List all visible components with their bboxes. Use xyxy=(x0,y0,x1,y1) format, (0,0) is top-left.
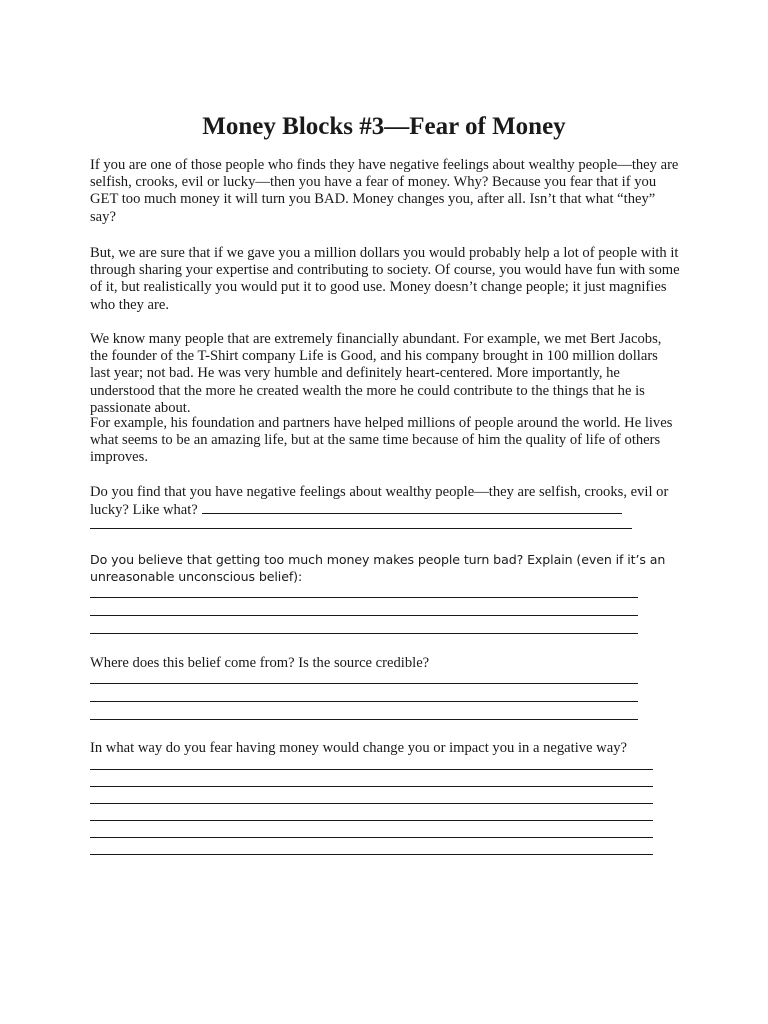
paragraph-million-dollars: But, we are sure that if we gave you a million dollars you would probably help a lot of people with it through sharing your expertise and contributing to society. Of course, you would have fun with some of it, but realistically you would put it to good use. Money doesn’t change people; it just magnifies who they are. xyxy=(90,245,680,313)
answer-line[interactable] xyxy=(90,820,653,821)
paragraph-bert-jacobs: We know many people that are extremely financially abundant. For example, we met Bert Jacobs, the founder of the T-Shirt company Life is Good, and his company brought in 100 million dollars last year; not bad. He was very humble and definitely heart-centered. More importantly, he understood that the more he created wealth the more he could contribute to the things that he is passionate about. xyxy=(90,331,662,416)
answer-line[interactable] xyxy=(90,854,653,855)
answer-line[interactable] xyxy=(90,701,638,702)
question-text-line1: Do you find that you have negative feelings about wealthy people—they are selfish, crooks, evil or xyxy=(90,484,669,500)
answer-line[interactable] xyxy=(90,837,653,838)
question-text-line2-row xyxy=(90,501,670,519)
paragraph-fear-of-money: If you are one of those people who finds they have negative feelings about wealthy people—they are selfish, crooks, evil or lucky—then you have a fear of money. Why? Because you fear that if you GET too much money it will turn you BAD. Money changes you, after all. Isn’t that what “they” say? xyxy=(90,157,679,225)
answer-line[interactable] xyxy=(90,528,632,529)
question-fear-change: In what way do you fear having money would change you or impact you in a negative way? xyxy=(90,740,627,756)
answer-blank-inline[interactable] xyxy=(202,501,622,514)
answer-line[interactable] xyxy=(90,633,638,634)
answer-line[interactable] xyxy=(90,719,638,720)
answer-line[interactable] xyxy=(90,769,653,770)
answer-line[interactable] xyxy=(90,597,638,598)
answer-line[interactable] xyxy=(90,803,653,804)
paragraph-foundation: For example, his foundation and partners have helped millions of people around the world. He lives what seems to be an amazing life, but at the same time because of him the quality of life of others improves. xyxy=(90,415,673,466)
question-text-line2: lucky? Like what? xyxy=(90,502,198,519)
answer-line[interactable] xyxy=(90,786,653,787)
page-title: Money Blocks #3—Fear of Money xyxy=(202,113,566,140)
question-negative-feelings xyxy=(90,484,670,519)
question-money-turns-bad: Do you believe that getting too much money makes people turn bad? Explain (even if it’s an unreasonable unconscious belief): xyxy=(90,552,666,585)
question-belief-source: Where does this belief come from? Is the source credible? xyxy=(90,655,430,671)
answer-line[interactable] xyxy=(90,615,638,616)
answer-line[interactable] xyxy=(90,683,638,684)
